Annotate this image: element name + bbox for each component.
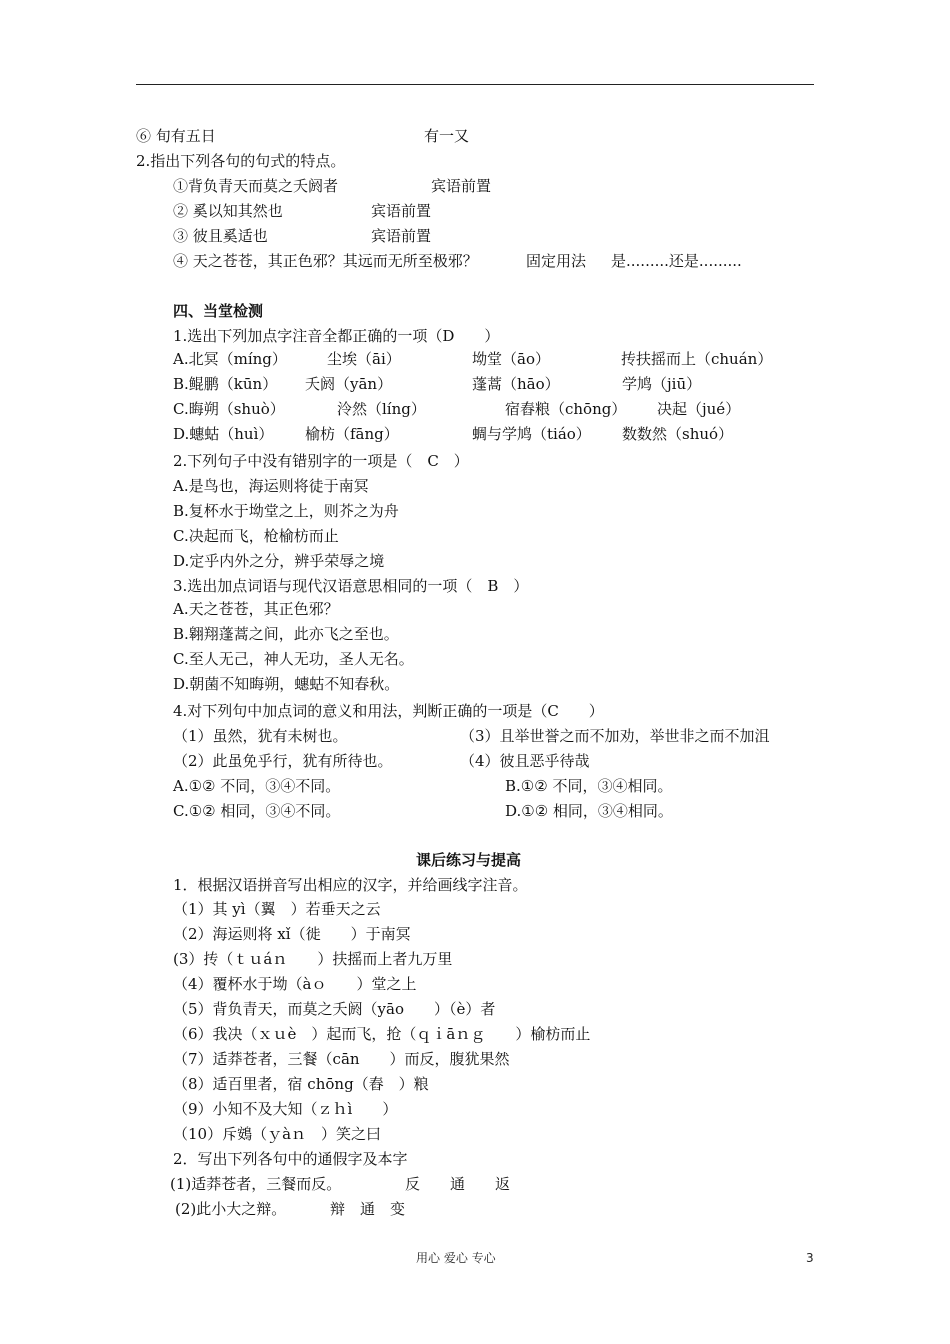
s4-q3: 3.选出加点词语与现代汉语意思相同的一项（ B ） (173, 577, 529, 595)
after-class-item-3: (3）抟（ｔｕáｎ ）扶摇而上者九万里 (173, 950, 453, 968)
question-2-item-3: ③ 彼且奚适也 (173, 227, 268, 245)
after-class-q2-item-2: (2)此小大之辩。 (175, 1200, 287, 1218)
s4-q2: 2.下列句子中没有错别字的一项是（ C ） (173, 452, 469, 470)
s4-q4-option-d: D.①② 相同，③④相同。 (505, 802, 673, 820)
s4-q1-option-d-4: 数数然（shuó） (622, 425, 734, 443)
s4-q1-option-d-3: 蜩与学鸠（tiáo） (472, 425, 591, 443)
section-4-title: 四、当堂检测 (173, 302, 264, 320)
s4-q1-option-b-4: 学鸠（jiū） (622, 375, 702, 393)
page-number: 3 (806, 1251, 814, 1265)
question-2-item-2: ② 奚以知其然也 (173, 202, 283, 220)
question-2-item-1-answer: 宾语前置 (431, 177, 492, 195)
after-class-item-7: （7）适莽苍者，三餐（cān ）而反，腹犹果然 (173, 1050, 510, 1068)
question-2-item-4: ④ 天之苍苍，其正色邪？其远而无所至极邪？ (173, 252, 478, 270)
after-class-item-2: （2）海运则将 xǐ（徙 ）于南冥 (173, 925, 411, 943)
question-2-item-4-answer: 固定用法 (526, 252, 587, 270)
after-class-item-10: （10）斥鴳（ｙàｎ ）笑之曰 (173, 1125, 382, 1143)
s4-q1-option-b-1: B.鲲鹏（kūn） (173, 375, 278, 393)
s4-q1-option-a-2: 尘埃（āi） (327, 350, 401, 368)
s4-q1-option-a-1: A.北冥（míng） (173, 350, 287, 368)
s4-q1-option-c-1: C.晦朔（shuò） (173, 400, 285, 418)
after-class-item-1: （1）其 yì（翼 ）若垂天之云 (173, 900, 381, 918)
s4-q3-option-a: A.天之苍苍，其正色邪？ (173, 600, 339, 618)
after-class-title: 课后练习与提高 (416, 851, 522, 869)
after-class-q2-item-2-answer: 辩 通 变 (330, 1200, 406, 1218)
after-class-item-4: （4）覆杯水于坳（àｏ ）堂之上 (173, 975, 417, 993)
after-class-q2: 2．写出下列各句中的通假字及本字 (173, 1150, 408, 1168)
s4-q4-option-a: A.①② 不同，③④不同。 (173, 777, 341, 795)
s4-q3-option-b: B.翱翔蓬蒿之间，此亦飞之至也。 (173, 625, 399, 643)
after-class-item-6: （6）我决（ｘｕè ）起而飞，抢（ｑｉāｎｇ ）榆枋而止 (173, 1025, 591, 1043)
s4-q1-option-b-2: 夭阏（yān） (305, 375, 393, 393)
question-2-item-4-answer-pattern: 是.........还是......... (611, 252, 742, 270)
s4-q4-sentence-3: （3）且举世誉之而不加劝，举世非之而不加沮 (460, 727, 770, 745)
s4-q1-option-c-3: 宿舂粮（chōng） (505, 400, 627, 418)
item-6-answer: 有一又 (424, 127, 470, 145)
question-2-item-3-answer: 宾语前置 (371, 227, 432, 245)
s4-q1-option-d-1: D.蟪蛄（huì） (173, 425, 274, 443)
s4-q2-option-c: C.决起而飞，枪榆枋而止 (173, 527, 339, 545)
after-class-item-8: （8）适百里者，宿 chōng（舂 ）粮 (173, 1075, 429, 1093)
s4-q4-option-c: C.①② 相同，③④不同。 (173, 802, 341, 820)
after-class-q2-item-1: (1)适莽苍者，三餐而反。 (170, 1175, 342, 1193)
s4-q4-sentence-4: （4）彼且恶乎待哉 (460, 752, 590, 770)
header-rule (136, 84, 814, 85)
s4-q3-option-c: C.至人无己，神人无功，圣人无名。 (173, 650, 414, 668)
after-class-q1: 1．根据汉语拼音写出相应的汉字，并给画线字注音。 (173, 876, 528, 894)
item-6-text: ⑥ 旬有五日 (136, 127, 216, 145)
question-2-heading: 2.指出下列各句的句式的特点。 (136, 152, 346, 170)
after-class-item-9: （9）小知不及大知（ｚｈì ） (173, 1100, 398, 1118)
after-class-item-5: （5）背负青天，而莫之夭阏（yāo ）（è）者 (173, 1000, 496, 1018)
question-2-item-2-answer: 宾语前置 (371, 202, 432, 220)
s4-q4-sentence-2: （2）此虽免乎行，犹有所待也。 (173, 752, 393, 770)
s4-q1: 1.选出下列加点字注音全都正确的一项（D ） (173, 327, 500, 345)
s4-q1-option-c-2: 泠然（líng） (337, 400, 426, 418)
s4-q4-sentence-1: （1）虽然，犹有未树也。 (173, 727, 348, 745)
s4-q1-option-a-4: 抟扶摇而上（chuán） (621, 350, 773, 368)
s4-q1-option-c-4: 决起（jué） (657, 400, 741, 418)
s4-q1-option-b-3: 蓬蒿（hāo） (472, 375, 560, 393)
question-2-item-1: ①背负青天而莫之夭阏者 (173, 177, 339, 195)
s4-q1-option-d-2: 榆枋（fāng） (305, 425, 399, 443)
s4-q2-option-d: D.定乎内外之分，辨乎荣辱之境 (173, 552, 385, 570)
s4-q2-option-b: B.复杯水于坳堂之上，则芥之为舟 (173, 502, 399, 520)
s4-q4: 4.对下列句中加点词的意义和用法，判断正确的一项是（C ） (173, 702, 604, 720)
after-class-q2-item-1-answer: 反 通 返 (405, 1175, 511, 1193)
s4-q1-option-a-3: 坳堂（āo） (472, 350, 550, 368)
footer-motto: 用心 爱心 专心 (416, 1251, 496, 1265)
s4-q3-option-d: D.朝菌不知晦朔，蟪蛄不知春秋。 (173, 675, 400, 693)
s4-q4-option-b: B.①② 不同，③④相同。 (505, 777, 673, 795)
s4-q2-option-a: A.是鸟也，海运则将徒于南冥 (173, 477, 369, 495)
